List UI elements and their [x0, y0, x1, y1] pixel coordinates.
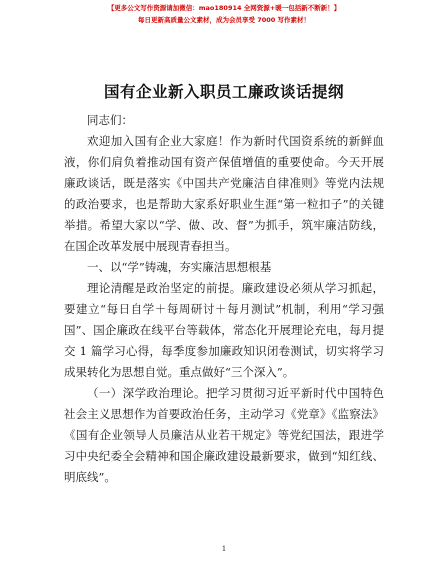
document-body: [64, 110, 384, 488]
intro-paragraph: 欢迎加入国有企业大家庭！作为新时代国资系统的新鲜血液，你们肩负着推动国有资产保值增值的重要使命。今天开展廉政谈话，既是落实《中国共产党廉洁自律准则》等党内法规的政治要求，也是帮助大家系好职业生涯“第一粒扣子”的关键举措。希望大家以“学、做、改、督”为抓手，筑牢廉洁防线，在国企改革发展中展现青春担当。: [64, 134, 384, 253]
promo-banner: [0, 3, 448, 26]
promo-banner-line1: 【更多公文写作资源请加微信：mao180914 全网资源+暖一包括新不断新！】: [107, 4, 341, 12]
section-1-paragraph: 理论清醒是政治坚定的前提。廉政建设必须从学习抓起，要建立“每日自学＋每周研讨＋每月测试”机制，利用“学习强国”、国企廉政在线平台等载体，常态化开展理论充电，每月提交 1 篇学习心得，每季度参加廉政知识闭卷测试，切实将学习成果转化为思想自觉。重点做好“三个深入”。: [64, 281, 384, 379]
page-number: 1: [221, 544, 227, 553]
subsection-1-paragraph: （一）深学政治理论。把学习贯彻习近平新时代中国特色社会主义思想作为首要政治任务，主动学习《党章》《监察法》《国有企业领导人员廉洁从业若干规定》等党纪国法，跟进学习中央纪委全会精神和国企廉政建设最新要求，做到“知红线、明底线”。: [64, 386, 384, 484]
document-title: 国有企业新入职员工廉政谈话提纲: [103, 82, 344, 101]
greeting: 同志们：: [87, 113, 133, 127]
promo-banner-line2: 每日更新高质量公文素材，成为会员享受 7000 写作素材！: [137, 16, 311, 24]
section-heading-1: 一、以“学”铸魂，夯实廉洁思想根基: [87, 260, 272, 274]
